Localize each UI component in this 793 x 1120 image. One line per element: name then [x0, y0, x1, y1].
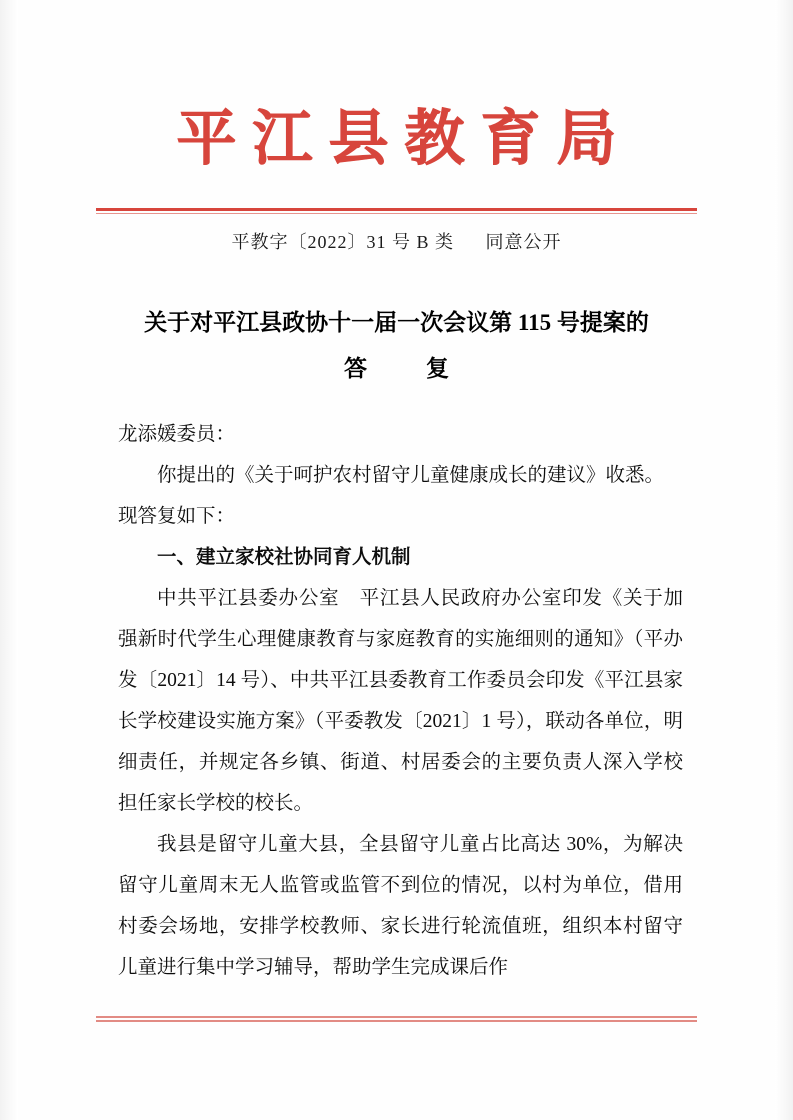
para-policy: 中共平江县委办公室 平江县人民政府办公室印发《关于加强新时代学生心理健康教育与家庭教育的实施细则的通知》（平办发〔2021〕14 号）、中共平江县委教育工作委员会印发《平江县家长学校建设实施方案》（平委教发〔2021〕1 号），联动各单位，明细责任，并规定各乡镇、街道、村居委会的主要负责人深入学校担任家长学校的校长。 — [118, 588, 683, 814]
masthead-divider-rule — [96, 208, 697, 211]
issuing-authority-title: 平江县教育局 — [176, 106, 633, 172]
footer-divider-rule — [96, 1016, 697, 1018]
document-title-line-2: 答 复 — [344, 356, 467, 381]
document-number-row — [96, 228, 697, 254]
document-title-line-1: 关于对平江县政协十一届一次会议第 115 号提案的 — [144, 310, 649, 335]
salutation: 龙添媛委员： — [118, 424, 236, 445]
para-reply-lead: 现答复如下： — [118, 506, 236, 527]
para-receipt: 你提出的《关于呵护农村留守儿童健康成长的建议》收悉。 — [157, 465, 665, 486]
section-heading-1: 一、建立家校社协同育人机制 — [157, 547, 411, 568]
page-title — [110, 300, 683, 392]
document-number: 平教字〔2022〕31 号 B 类 — [231, 232, 454, 252]
document-body — [118, 414, 683, 988]
masthead — [0, 96, 793, 186]
para-leftbehind: 我县是留守儿童大县，全县留守儿童占比高达 30%，为解决留守儿童周末无人监管或监管不到位的情况，以村为单位，借用村委会场地，安排学校教师、家长进行轮流值班，组织本村留守儿童进行集中学习辅导，帮助学生完成课后作 — [118, 834, 683, 978]
disclosure-status: 同意公开 — [485, 232, 562, 252]
